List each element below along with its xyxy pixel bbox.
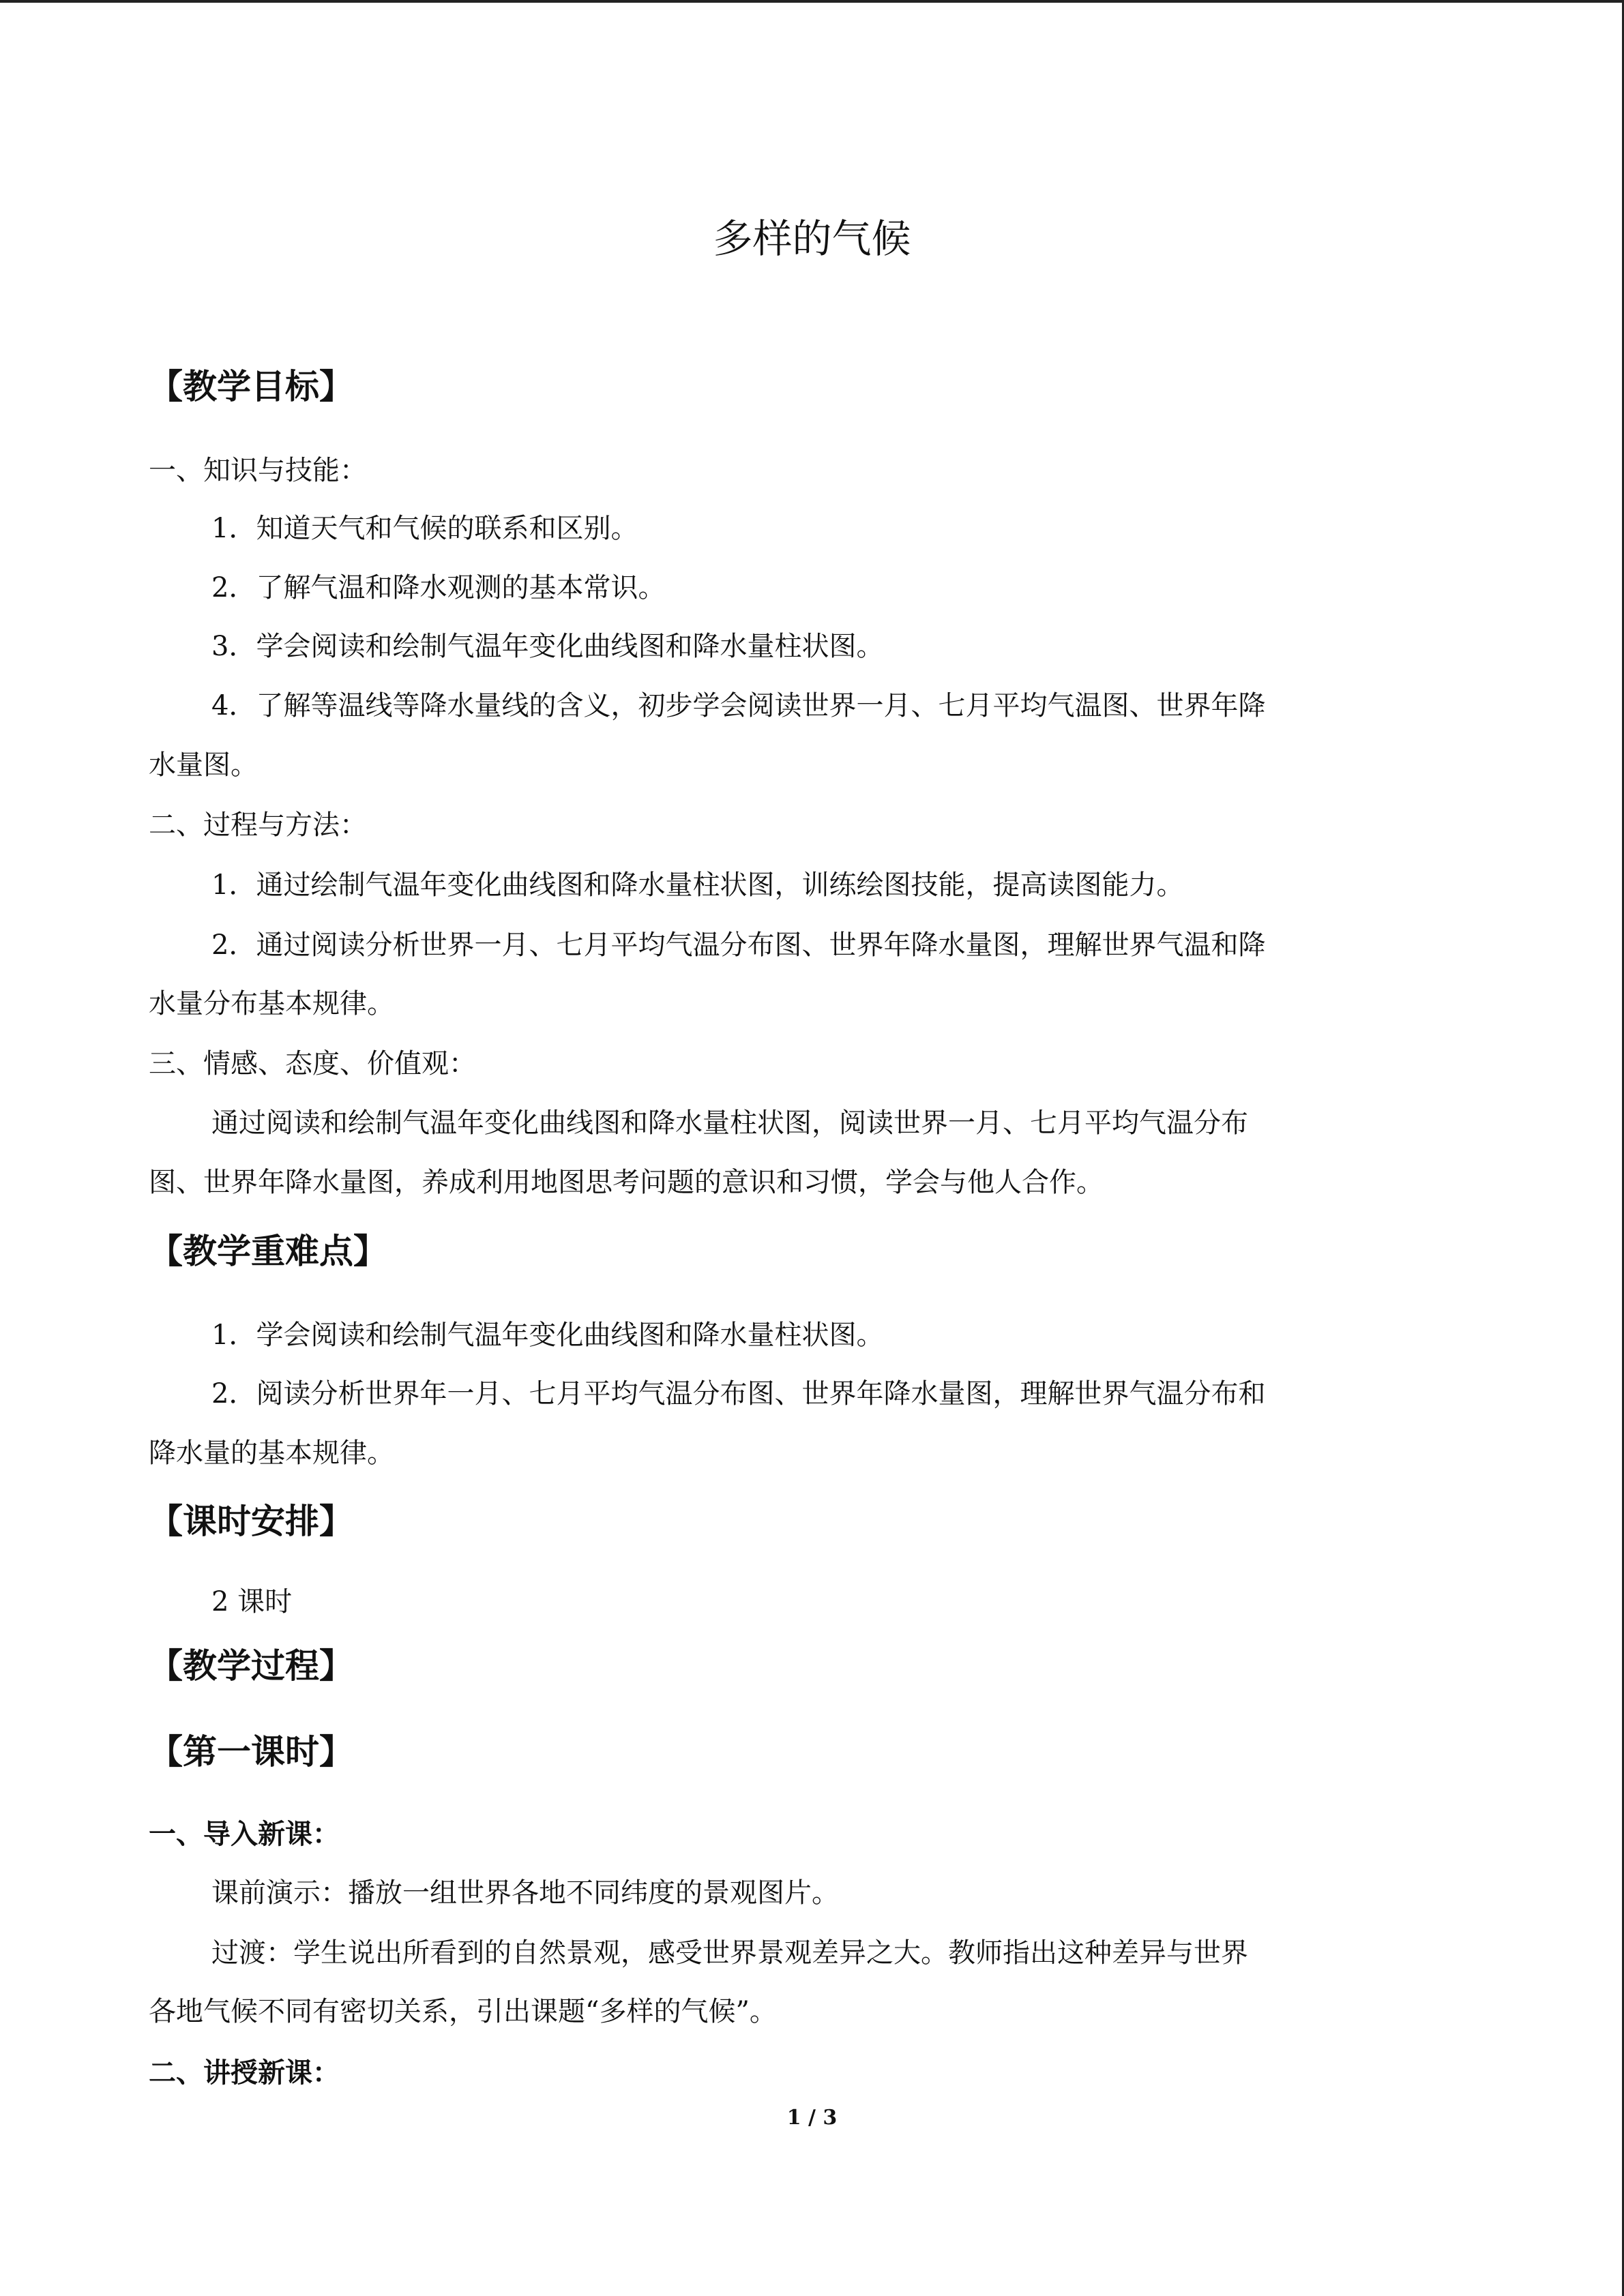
goals-part3-title: 三、情感、态度、价值观： (149, 1048, 476, 1079)
goals-part1-item2: 2．了解气温和降水观测的基本常识。 (211, 572, 666, 603)
page-top-border (0, 0, 1624, 3)
goals-part2-title: 二、过程与方法： (149, 809, 367, 841)
goals-part1-title: 一、知识与技能： (149, 455, 367, 486)
goals-part1-item1: 1．知道天气和气候的联系和区别。 (211, 513, 638, 544)
intro-demo: 课前演示：播放一组世界各地不同纬度的景观图片。 (211, 1877, 839, 1909)
goals-part1-item4-line2: 水量图。 (149, 749, 258, 781)
goals-part3-line1: 通过阅读和绘制气温年变化曲线图和降水量柱状图，阅读世界一月、七月平均气温分布 (211, 1107, 1248, 1139)
goals-part3-line2: 图、世界年降水量图，养成利用地图思考问题的意识和习惯，学会与他人合作。 (149, 1167, 1104, 1198)
goals-part1-item3: 3．学会阅读和绘制气温年变化曲线图和降水量柱状图。 (211, 631, 884, 662)
section-heading-process: 【教学过程】 (149, 1646, 353, 1686)
intro-transition-line2: 各地气候不同有密切关系，引出课题“多样的气候”。 (149, 1996, 777, 2027)
page-number: 1 / 3 (786, 2106, 838, 2130)
intro-title: 一、导入新课： (149, 1819, 340, 1850)
section-heading-schedule: 【课时安排】 (149, 1502, 353, 1541)
goals-part2-item2-line1: 2．通过阅读分析世界一月、七月平均气温分布图、世界年降水量图，理解世界气温和降 (211, 929, 1266, 961)
key-points-item2-line2: 降水量的基本规律。 (149, 1437, 394, 1469)
section-heading-key-points: 【教学重难点】 (149, 1232, 387, 1271)
new-lesson-title: 二、讲授新课： (149, 2057, 340, 2089)
key-points-item1: 1．学会阅读和绘制气温年变化曲线图和降水量柱状图。 (211, 1320, 884, 1351)
goals-part2-item1: 1．通过绘制气温年变化曲线图和降水量柱状图，训练绘图技能，提高读图能力。 (211, 869, 1184, 901)
schedule-text: 2 课时 (211, 1586, 293, 1617)
goals-part1-item4-line1: 4．了解等温线等降水量线的含义，初步学会阅读世界一月、七月平均气温图、世界年降 (211, 690, 1266, 721)
section-heading-goals: 【教学目标】 (149, 367, 353, 406)
key-points-item2-line1: 2．阅读分析世界年一月、七月平均气温分布图、世界年降水量图，理解世界气温分布和 (211, 1378, 1266, 1410)
lesson-one-heading: 【第一课时】 (149, 1732, 353, 1772)
document-title: 多样的气候 (713, 215, 911, 262)
goals-part2-item2-line2: 水量分布基本规律。 (149, 988, 394, 1019)
intro-transition-line1: 过渡：学生说出所看到的自然景观，感受世界景观差异之大。教师指出这种差异与世界 (211, 1937, 1248, 1969)
